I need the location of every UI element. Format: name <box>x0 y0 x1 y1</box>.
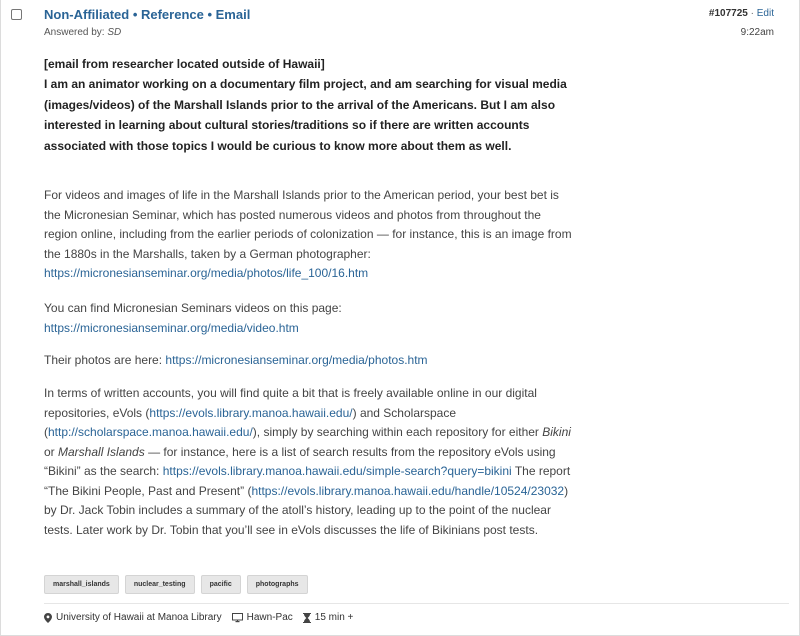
answer-text: ) and Scholarspace ( <box>44 405 457 439</box>
tag[interactable]: pacific <box>201 575 241 594</box>
map-marker-icon <box>44 613 52 623</box>
answered-by-label: Answered by: <box>44 27 105 38</box>
answer-paragraph-3 <box>44 351 574 371</box>
answer-text: The report “The Bikini People, Past and Present” ( <box>44 464 571 498</box>
answer-link[interactable]: https://evols.library.manoa.hawaii.edu/ <box>149 405 353 420</box>
answer-link[interactable]: https://micronesianseminar.org/media/photos.htm <box>165 353 428 367</box>
answer-paragraph-2 <box>44 299 574 338</box>
answer-paragraph-4 <box>44 384 574 540</box>
answer-link[interactable]: https://evols.library.manoa.hawaii.edu/handle/10524/23032 <box>251 483 565 498</box>
answer-link[interactable]: https://evols.library.manoa.hawaii.edu/simple-search?query=bikini <box>162 464 512 478</box>
tag[interactable]: photographs <box>247 575 308 594</box>
ticket-id: #107725 <box>708 8 748 19</box>
answer-text: — for instance, here is a list of search results from the repository eVols using “Bikini” as the search: <box>44 444 556 478</box>
desk-label: Hawn-Pac <box>246 612 293 623</box>
tag[interactable]: nuclear_testing <box>125 575 195 594</box>
footer-duration <box>303 612 354 623</box>
tag[interactable]: marshall_islands <box>44 575 119 594</box>
footer-desk <box>232 612 293 623</box>
answer-link[interactable]: https://micronesianseminar.org/media/photos/life_100/16.htm <box>44 266 369 280</box>
answered-by-name: SD <box>107 27 122 38</box>
select-checkbox[interactable] <box>11 9 22 20</box>
answer-link[interactable]: https://micronesianseminar.org/media/video.htm <box>44 320 299 335</box>
ticket-footer <box>44 612 353 623</box>
ticket-time: 9:22am <box>740 27 774 38</box>
answer-link[interactable]: http://scholarspace.manoa.hawaii.edu/ <box>48 425 253 439</box>
question-text <box>44 54 574 156</box>
answered-by <box>44 27 121 38</box>
answer-text: ) by Dr. Jack Tobin includes a summary of the atoll’s history, leading up to the point of the nuclear tests. Later work by Dr. Tobin that you’ll see in eVols discusses the life of Bikinians post tests. <box>44 483 569 537</box>
meta-separator: · <box>750 8 754 19</box>
answer-text: You can find Micronesian Seminars videos on this page: <box>44 301 342 315</box>
location-label: University of Hawaii at Manoa Library <box>56 612 222 623</box>
monitor-icon <box>232 613 243 623</box>
answer-text: In terms of written accounts, you will find quite a bit that is freely available online in our digital repositories, eVols ( <box>44 386 537 420</box>
tag-list <box>44 575 308 594</box>
question-body: I am an animator working on a documentary film project, and am searching for visual media (images/videos) of the Marshall Islands prior to the arrival of the Americans. But I am also interested in learning about cultural stories/traditions so if there are written accounts associated with those topics I would be curious to know more about them as well. <box>44 77 567 153</box>
answer-text: or <box>44 444 55 459</box>
answer-text: For videos and images of life in the Marshall Islands prior to the American period, your best bet is the Micronesian Seminar, which has posted numerous videos and photos from throughout the region online, including from the earlier periods of colonization — for instance, this is an image from the 1880s in the Marshalls, taken by a German photographer: <box>44 188 572 261</box>
footer-divider <box>44 603 789 604</box>
answer-paragraph-1 <box>44 186 574 284</box>
hourglass-icon <box>303 613 311 623</box>
ticket-title[interactable]: Non-Affiliated • Reference • Email <box>44 7 251 22</box>
footer-location <box>44 612 222 623</box>
duration-label: 15 min + <box>314 612 354 623</box>
question-context: [email from researcher located outside of Hawaii] <box>44 57 325 71</box>
edit-link[interactable]: Edit <box>756 8 774 19</box>
answer-emphasis: Bikini <box>542 425 571 439</box>
answer-text: ), simply by searching within each repository for either <box>252 425 539 439</box>
answer-text: Their photos are here: <box>44 353 163 367</box>
ticket-meta <box>709 8 774 19</box>
answer-emphasis: Marshall Islands <box>58 444 145 459</box>
